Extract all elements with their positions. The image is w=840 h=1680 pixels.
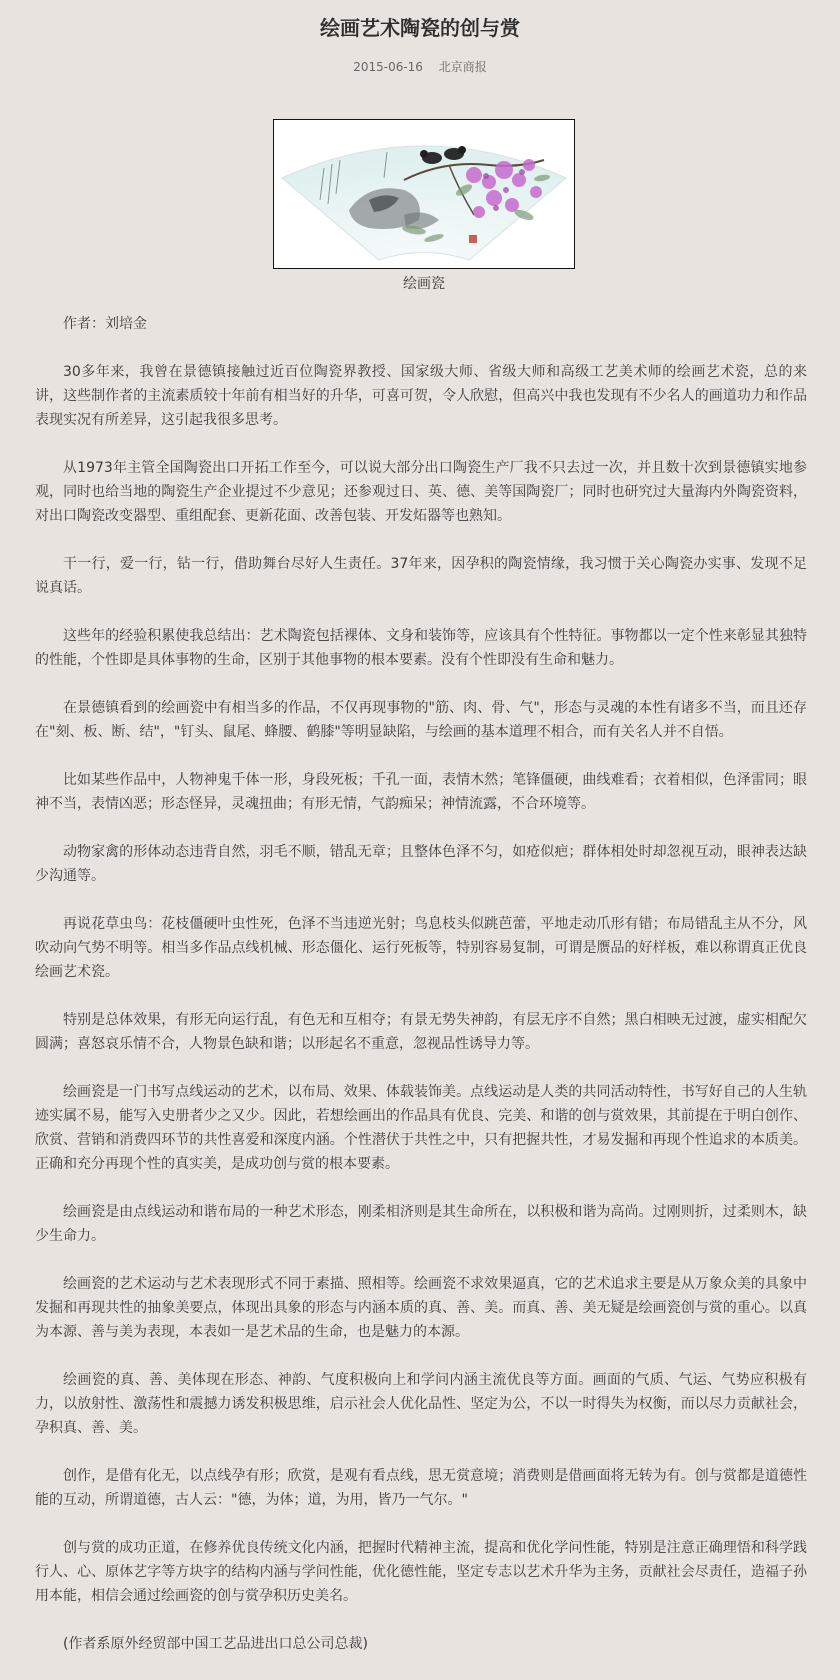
paragraph: 创与赏的成功正道，在修养优良传统文化内涵，把握时代精神主流，提高和优化学问性能，特别是注意正确理悟和科学践行人、心、原体艺字等方块字的结构内涵与学问性能，优化德性能，坚定专志以艺术升华为主务，贡献社会尽责任，造福子孙用本能，相信会通过绘画瓷的创与赏孕积历史美名。 — [35, 1540, 807, 1604]
paragraph: 动物家禽的形体动态违背自然，羽毛不顺，错乱无章；且整体色泽不匀，如疮似疤；群体相处时却忽视互动，眼神表达缺少沟通等。 — [35, 844, 807, 884]
paragraph: 绘画瓷的艺术运动与艺术表现形式不同于素描、照相等。绘画瓷不求效果逼真，它的艺术追求主要是从万象众美的具象中发掘和再现共性的抽象美要点，体现出具象的形态与内涵本质的真、善、美。而真、善、美无疑是绘画瓷创与赏的重心。以真为本源、善与美为表现，本表如一是艺术品的生命，也是魅力的本源。 — [35, 1276, 807, 1340]
paragraph: 30多年来，我曾在景德镇接触过近百位陶瓷界教授、国家级大师、省级大师和高级工艺美术师的绘画艺术瓷，总的来讲，这些制作者的主流素质较十年前有相当好的升华，可喜可贺，令人欣慰，但高兴中我也发现有不少名人的画道功力和作品表现实况有所差异，这引起我很多思考。 — [35, 364, 807, 428]
paragraph: 特别是总体效果，有形无向运行乱，有色无和互相夺；有景无势失神韵，有层无序不自然；黑白相映无过渡，虚实相配欠圆满；喜怒哀乐情不合，人物景色缺和谐；以形起名不重意，忽视品性诱导力等。 — [35, 1012, 807, 1052]
article-meta — [0, 58, 840, 76]
paragraph: 干一行，爱一行，钻一行，借助舞台尽好人生责任。37年来，因孕积的陶瓷情缘，我习惯于关心陶瓷办实事、发现不足说真话。 — [35, 556, 807, 596]
paragraph: 绘画瓷的真、善、美体现在形态、神韵、气度积极向上和学问内涵主流优良等方面。画面的气质、气运、气势应积极有力，以放射性、激荡性和震撼力诱发积极思维，启示社会人优化品性、坚定为公，不以一时得失为权衡，而以尽力贡献社会，孕积真、善、美。 — [35, 1372, 807, 1436]
publish-date: 2015-06-16 — [353, 60, 423, 74]
figure-caption: 绘画瓷 — [403, 276, 445, 292]
paragraph: 从1973年主管全国陶瓷出口开拓工作至今，可以说大部分出口陶瓷生产厂我不只去过一次，并且数十次到景德镇实地参观，同时也给当地的陶瓷生产企业提过不少意见；还参观过日、英、德、美等国陶瓷厂；同时也研究过大量海内外陶瓷资料，对出口陶瓷改变器型、重组配套、更新花面、改善包装、开发炻器等也熟知。 — [35, 460, 807, 524]
article-figure — [273, 119, 575, 293]
article-body — [35, 312, 807, 1680]
paragraph: 绘画瓷是由点线运动和谐布局的一种艺术形态，刚柔相济则是其生命所在，以积极和谐为高尚。过刚则折，过柔则木，缺少生命力。 — [35, 1204, 807, 1244]
paragraph: 在景德镇看到的绘画瓷中有相当多的作品，不仅再现事物的"筋、肉、骨、气"，形态与灵魂的本性有诸多不当，而且还存在"刻、板、断、结"，"钉头、鼠尾、蜂腰、鹤膝"等明显缺陷，与绘画的基本道理不相合，而有关名人并不自悟。 — [35, 700, 807, 740]
paragraph: 创作，是借有化无，以点线孕有形；欣赏，是观有看点线，思无赏意境；消费则是借画面将无转为有。创与赏都是道德性能的互动，所谓道德，古人云："德，为体；道，为用，皆乃一气尔。" — [35, 1468, 807, 1508]
article-title: 绘画艺术陶瓷的创与赏 — [320, 16, 520, 40]
paragraph: 再说花草虫鸟：花枝僵硬叶虫性死，色泽不当违逆光射；鸟息枝头似跳芭蕾，平地走动爪形有错；布局错乱主从不分，风吹动向气势不明等。相当多作品点线机械、形态僵化、运行死板等，特别容易复制，可谓是赝品的好样板，难以称谓真正优良绘画艺术瓷。 — [35, 916, 807, 980]
fan-painting-image — [273, 119, 575, 269]
author-note: (作者系原外经贸部中国工艺品进出口总公司总裁) — [63, 1636, 368, 1652]
author-line: 作者：刘培金 — [63, 316, 147, 332]
paragraph: 这些年的经验积累使我总结出：艺术陶瓷包括裸体、文身和装饰等，应该具有个性特征。事物都以一定个性来彰显其独特的性能，个性即是具体事物的生命，区别于其他事物的根本要素。没有个性即没有生命和魅力。 — [35, 628, 807, 668]
paragraph: 绘画瓷是一门书写点线运动的艺术，以布局、效果、体载装饰美。点线运动是人类的共同活动特性，书写好自己的人生轨迹实属不易，能写入史册者少之又少。因此，若想绘画出的作品具有优良、完美、和谐的创与赏效果，其前提在于明白创作、欣赏、营销和消费四环节的共性喜爱和深度内涵。个性潜伏于共性之中，只有把握共性，才易发掘和再现个性追求的本质美。正确和充分再现个性的真实美，是成功创与赏的根本要素。 — [35, 1084, 807, 1172]
publication-source: 北京商报 — [438, 60, 487, 74]
paragraph: 比如某些作品中，人物神鬼千体一形，身段死板；千孔一面，表情木然；笔锋僵硬，曲线难看；衣着相似，色泽雷同；眼神不当，表情凶恶；形态怪异，灵魂扭曲；有形无情，气韵痴呆；神情流露，不合环境等。 — [35, 772, 807, 812]
